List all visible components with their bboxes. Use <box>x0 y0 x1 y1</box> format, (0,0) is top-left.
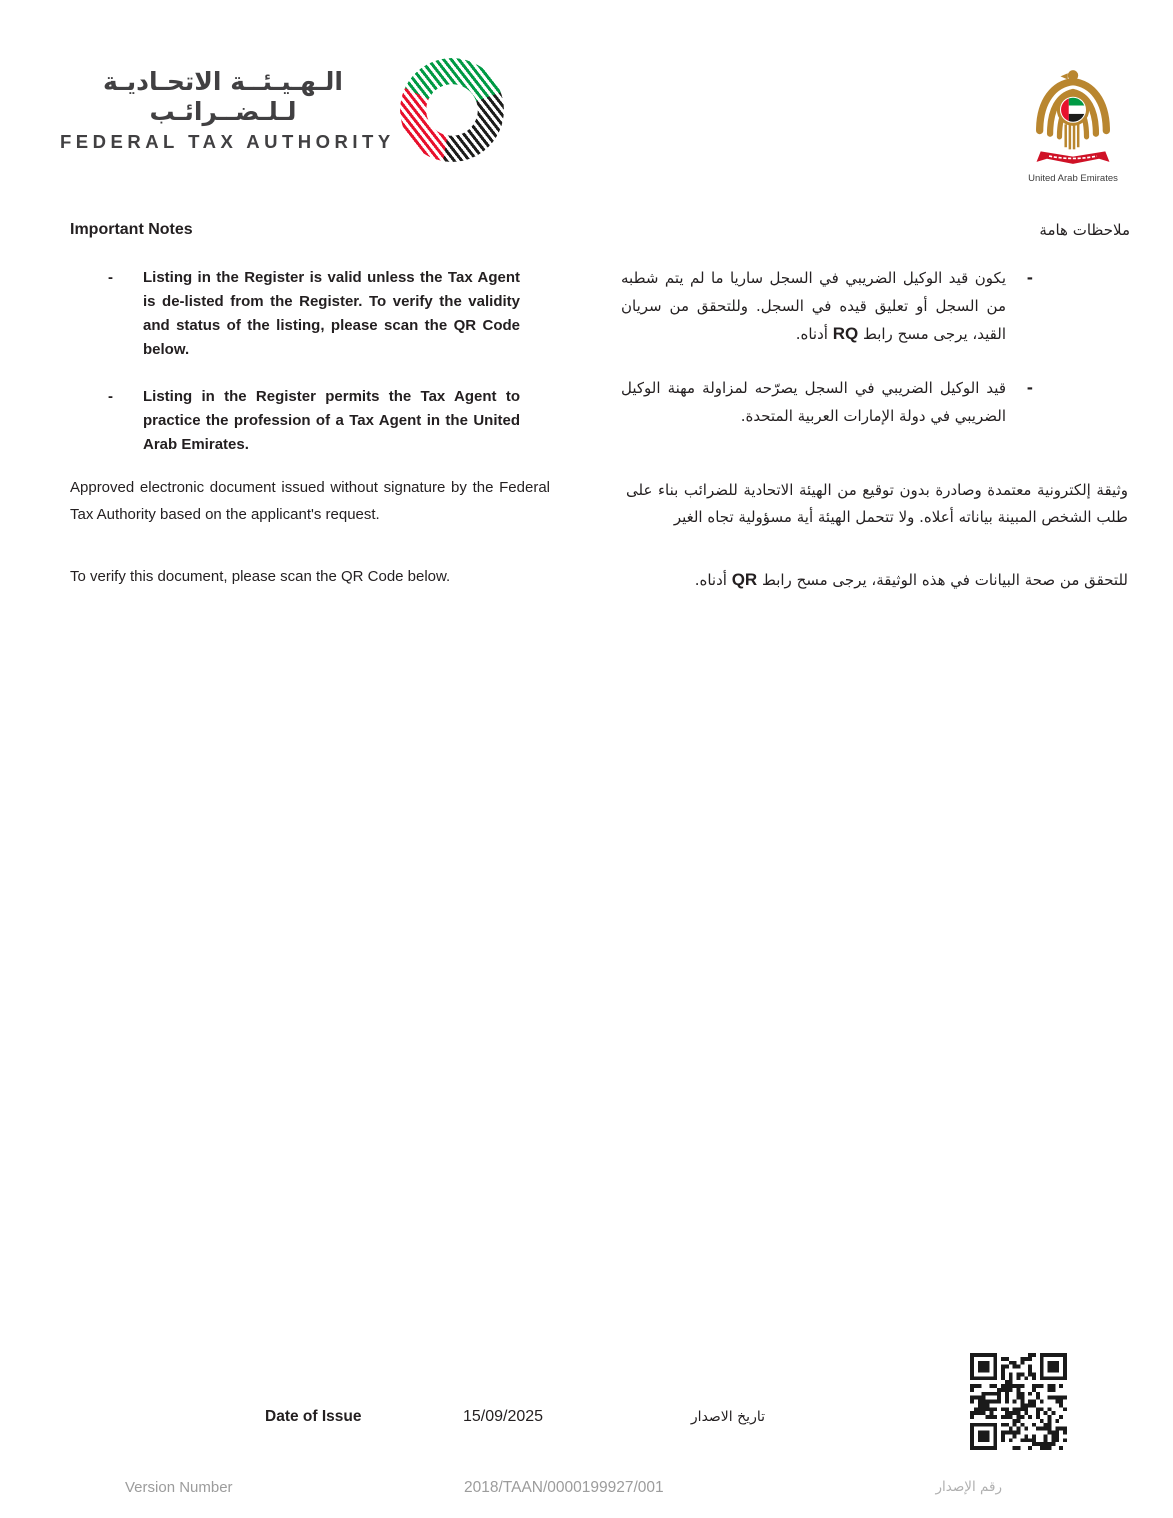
uae-falcon-icon <box>1026 66 1120 166</box>
verify-text-part: أدناه. <box>694 571 732 589</box>
fta-logo <box>60 58 504 162</box>
bullet-dash: - <box>1026 379 1033 397</box>
fta-logo-text <box>60 67 395 153</box>
verify-text-part: للتحقق من صحة البيانات في هذه الوثيقة، يرجى مسح رابط <box>757 571 1128 589</box>
bullet-dash: - <box>108 388 113 405</box>
note-text-ar: قيد الوكيل الضريبي في السجل يصرّحه لمزاولة مهنة الوكيل الضريبي في دولة الإمارات العربية المتحدة. <box>621 379 1006 425</box>
verify-line-ar <box>695 570 1128 590</box>
notes-list-ar <box>621 264 1033 456</box>
uae-emblem-caption: United Arab Emirates <box>1028 173 1118 184</box>
qr-code <box>970 1353 1067 1450</box>
important-notes-heading-en: Important Notes <box>70 221 193 238</box>
fta-logo-english-title: FEDERAL TAX AUTHORITY <box>60 131 395 152</box>
list-item <box>621 264 1033 348</box>
list-item <box>108 266 520 362</box>
fta-emblem-icon <box>400 58 504 162</box>
qr-link-label: RQ <box>832 324 859 343</box>
uae-emblem <box>1026 66 1120 184</box>
notes-list-en <box>108 266 520 480</box>
date-of-issue-label-ar: تاريخ الاصدار <box>690 1409 765 1425</box>
list-item <box>108 385 520 457</box>
date-of-issue-label-en: Date of Issue <box>265 1408 362 1425</box>
note-text-en: Listing in the Register permits the Tax Agent to practice the profession of a Tax Agent in the United Arab Emirates. <box>143 388 520 453</box>
important-notes-heading-ar: ملاحظات هامة <box>1039 221 1130 239</box>
date-of-issue-value: 15/09/2025 <box>463 1408 544 1425</box>
disclaimer-paragraph-en: Approved electronic document issued without signature by the Federal Tax Authority based on the applicant's request. <box>70 479 550 523</box>
qr-link-label: QR <box>731 570 758 589</box>
version-number-value: 2018/TAAN/0000199927/001 <box>464 1479 664 1496</box>
version-number-label-ar: رقم الإصدار <box>935 1479 1002 1495</box>
list-item <box>621 374 1033 430</box>
version-number-label-en: Version Number <box>125 1479 233 1496</box>
note-text-part: أدناه. <box>795 325 833 343</box>
bullet-dash: - <box>108 269 113 286</box>
note-text-part: يكون قيد الوكيل الضريبي في السجل ساريا ما لم يتم شطبه من السجل أو تعليق قيده في السجل. وللتحقق من سريان القيد، يرجى مسح رابط <box>621 269 1006 343</box>
fta-logo-arabic-title: الـهـيـئــة الاتحـاديـة لـلـضــرائـب <box>103 67 343 126</box>
note-text-ar <box>621 264 1006 348</box>
disclaimer-paragraph-ar: وثيقة إلكترونية معتمدة وصادرة بدون توقيع من الهيئة الاتحادية للضرائب بناء على طلب الشخص المبينة بياناته أعلاه. ولا تتحمل الهيئة أية مسؤولية تجاه الغير <box>626 481 1128 526</box>
note-text-en: Listing in the Register is valid unless the Tax Agent is de-listed from the Register. To verify the validity and status of the listing, please scan the QR Code below. <box>143 269 520 358</box>
verify-line-en: To verify this document, please scan the QR Code below. <box>70 568 451 585</box>
bullet-dash: - <box>1026 269 1033 287</box>
